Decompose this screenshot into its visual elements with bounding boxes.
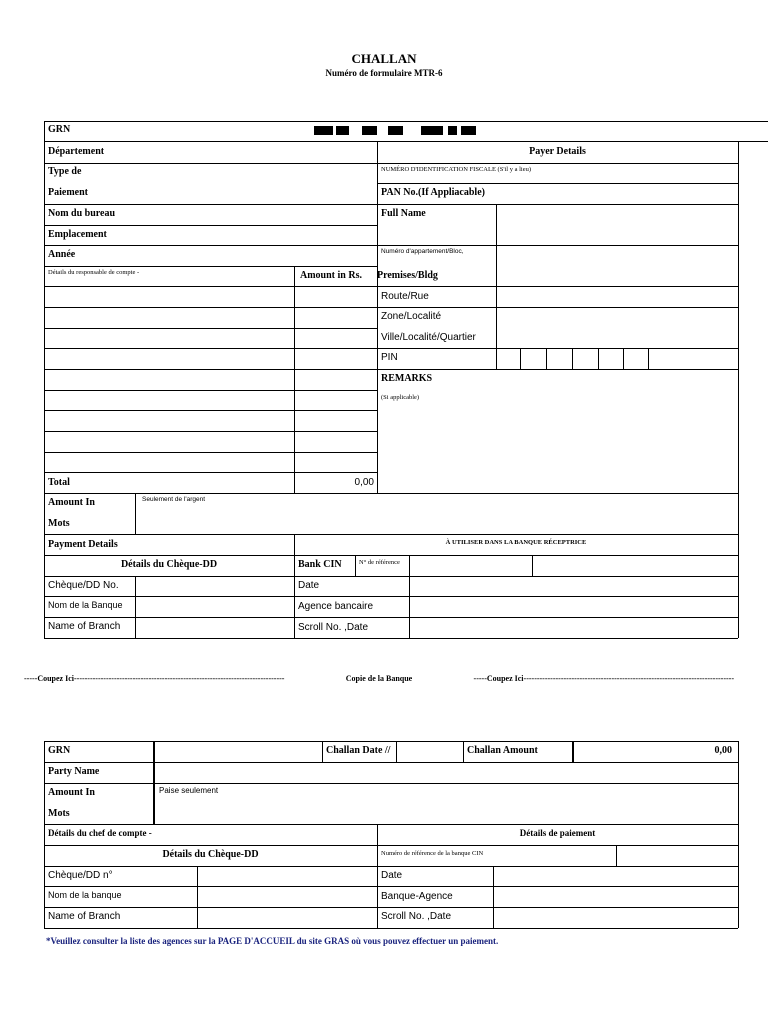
departement-label: Département [48, 146, 105, 157]
date-label: Date [298, 580, 320, 591]
nom-banque-label: Nom de la Banque [48, 600, 123, 610]
form-title: CHALLAN [351, 51, 417, 66]
mots-label: Mots [48, 518, 70, 529]
banque-agence-label: Banque-Agence [381, 891, 453, 902]
route-label: Route/Rue [381, 291, 429, 302]
bank-grn-label: GRN [48, 745, 71, 756]
cheque-dd-details-heading: Détails du Chèque-DD [120, 559, 218, 570]
nom-du-bureau-label: Nom du bureau [48, 208, 116, 219]
form-subtitle: Numéro de formulaire MTR-6 [325, 68, 443, 78]
paise-label: Paise seulement [159, 786, 219, 795]
premises-label: Premises/Bldg [377, 270, 438, 281]
cut-line-center: Copie de la Banque [345, 674, 413, 683]
seulement-label: Seulement de l'argent [142, 496, 206, 503]
cut-line-right: -------------------------------------------------------------------------------Coupez Ici----- [473, 674, 734, 683]
bank-cin-label: Bank CIN [298, 559, 342, 570]
bank-nom-banque-label: Nom de la banque [48, 890, 122, 900]
tin-label: NUMÉRO D'IDENTIFICATION FISCALE (S'il y a lieu) [381, 166, 532, 173]
annee-label: Année [48, 249, 76, 260]
challan-amount-label: Challan Amount [467, 745, 538, 756]
details-responsable-label: Détails du responsable de compte - [48, 269, 140, 276]
bank-cheque-no-label: Chèque/DD n° [48, 870, 113, 881]
amount-in-rs-label: Amount in Rs. [300, 270, 362, 281]
bank-amount-in-label: Amount In [48, 787, 95, 798]
bank-scroll-no-label: Scroll No. ,Date [381, 911, 452, 922]
emplacement-label: Emplacement [48, 229, 107, 240]
chef-de-compte-label: Détails du chef de compte - [48, 828, 152, 838]
paiement-label: Paiement [48, 187, 88, 198]
si-applicable-label: (Si applicable) [381, 394, 420, 401]
amount-in-label: Amount In [48, 497, 95, 508]
bank-date-label: Date [381, 870, 403, 881]
scroll-no-label: Scroll No. ,Date [298, 622, 369, 633]
cut-line [24, 674, 734, 686]
bank-use-heading: À UTILISER DANS LA BANQUE RÉCEPTRICE [445, 539, 587, 546]
grn-label: GRN [48, 124, 71, 135]
ref-no-label: N° de référence [359, 559, 400, 566]
flat-block-label: Numéro d'appartement/Bloc, [381, 248, 464, 255]
payment-details-label: Payment Details [48, 539, 118, 550]
total-value: 0,00 [354, 477, 374, 488]
pin-label: PIN [381, 352, 398, 363]
full-name-label: Full Name [381, 208, 426, 219]
type-de-label: Type de [48, 166, 82, 177]
total-label: Total [48, 477, 70, 488]
ref-bank-cin-label: Numéro de référence de la banque CIN [381, 850, 484, 857]
bank-cheque-dd-heading: Détails du Chèque-DD [162, 849, 259, 860]
cut-line-left: -----Coupez Ici------------------------------------------------------------------------------- [24, 674, 285, 683]
footer-note: *Veuillez consulter la liste des agences sur la PAGE D'ACCUEIL du site GRAS où vous pouvez effectuer un paiement. [46, 936, 499, 946]
ville-label: Ville/Localité/Quartier [381, 332, 476, 343]
name-branch-label: Name of Branch [48, 621, 121, 632]
cheque-no-label: Chèque/DD No. [48, 580, 119, 591]
agence-label: Agence bancaire [298, 601, 374, 612]
details-paiement-heading: Détails de paiement [519, 828, 596, 838]
zone-label: Zone/Localité [381, 311, 442, 322]
party-name-label: Party Name [48, 766, 100, 777]
remarks-label: REMARKS [381, 373, 433, 384]
challan-date-label: Challan Date // [326, 745, 391, 756]
pan-label: PAN No.(If Appliacable) [381, 187, 485, 198]
bank-mots-label: Mots [48, 808, 70, 819]
payer-details-heading: Payer Details [529, 146, 586, 157]
challan-amount-value: 0,00 [714, 745, 732, 756]
bank-name-branch-label: Name of Branch [48, 911, 121, 922]
